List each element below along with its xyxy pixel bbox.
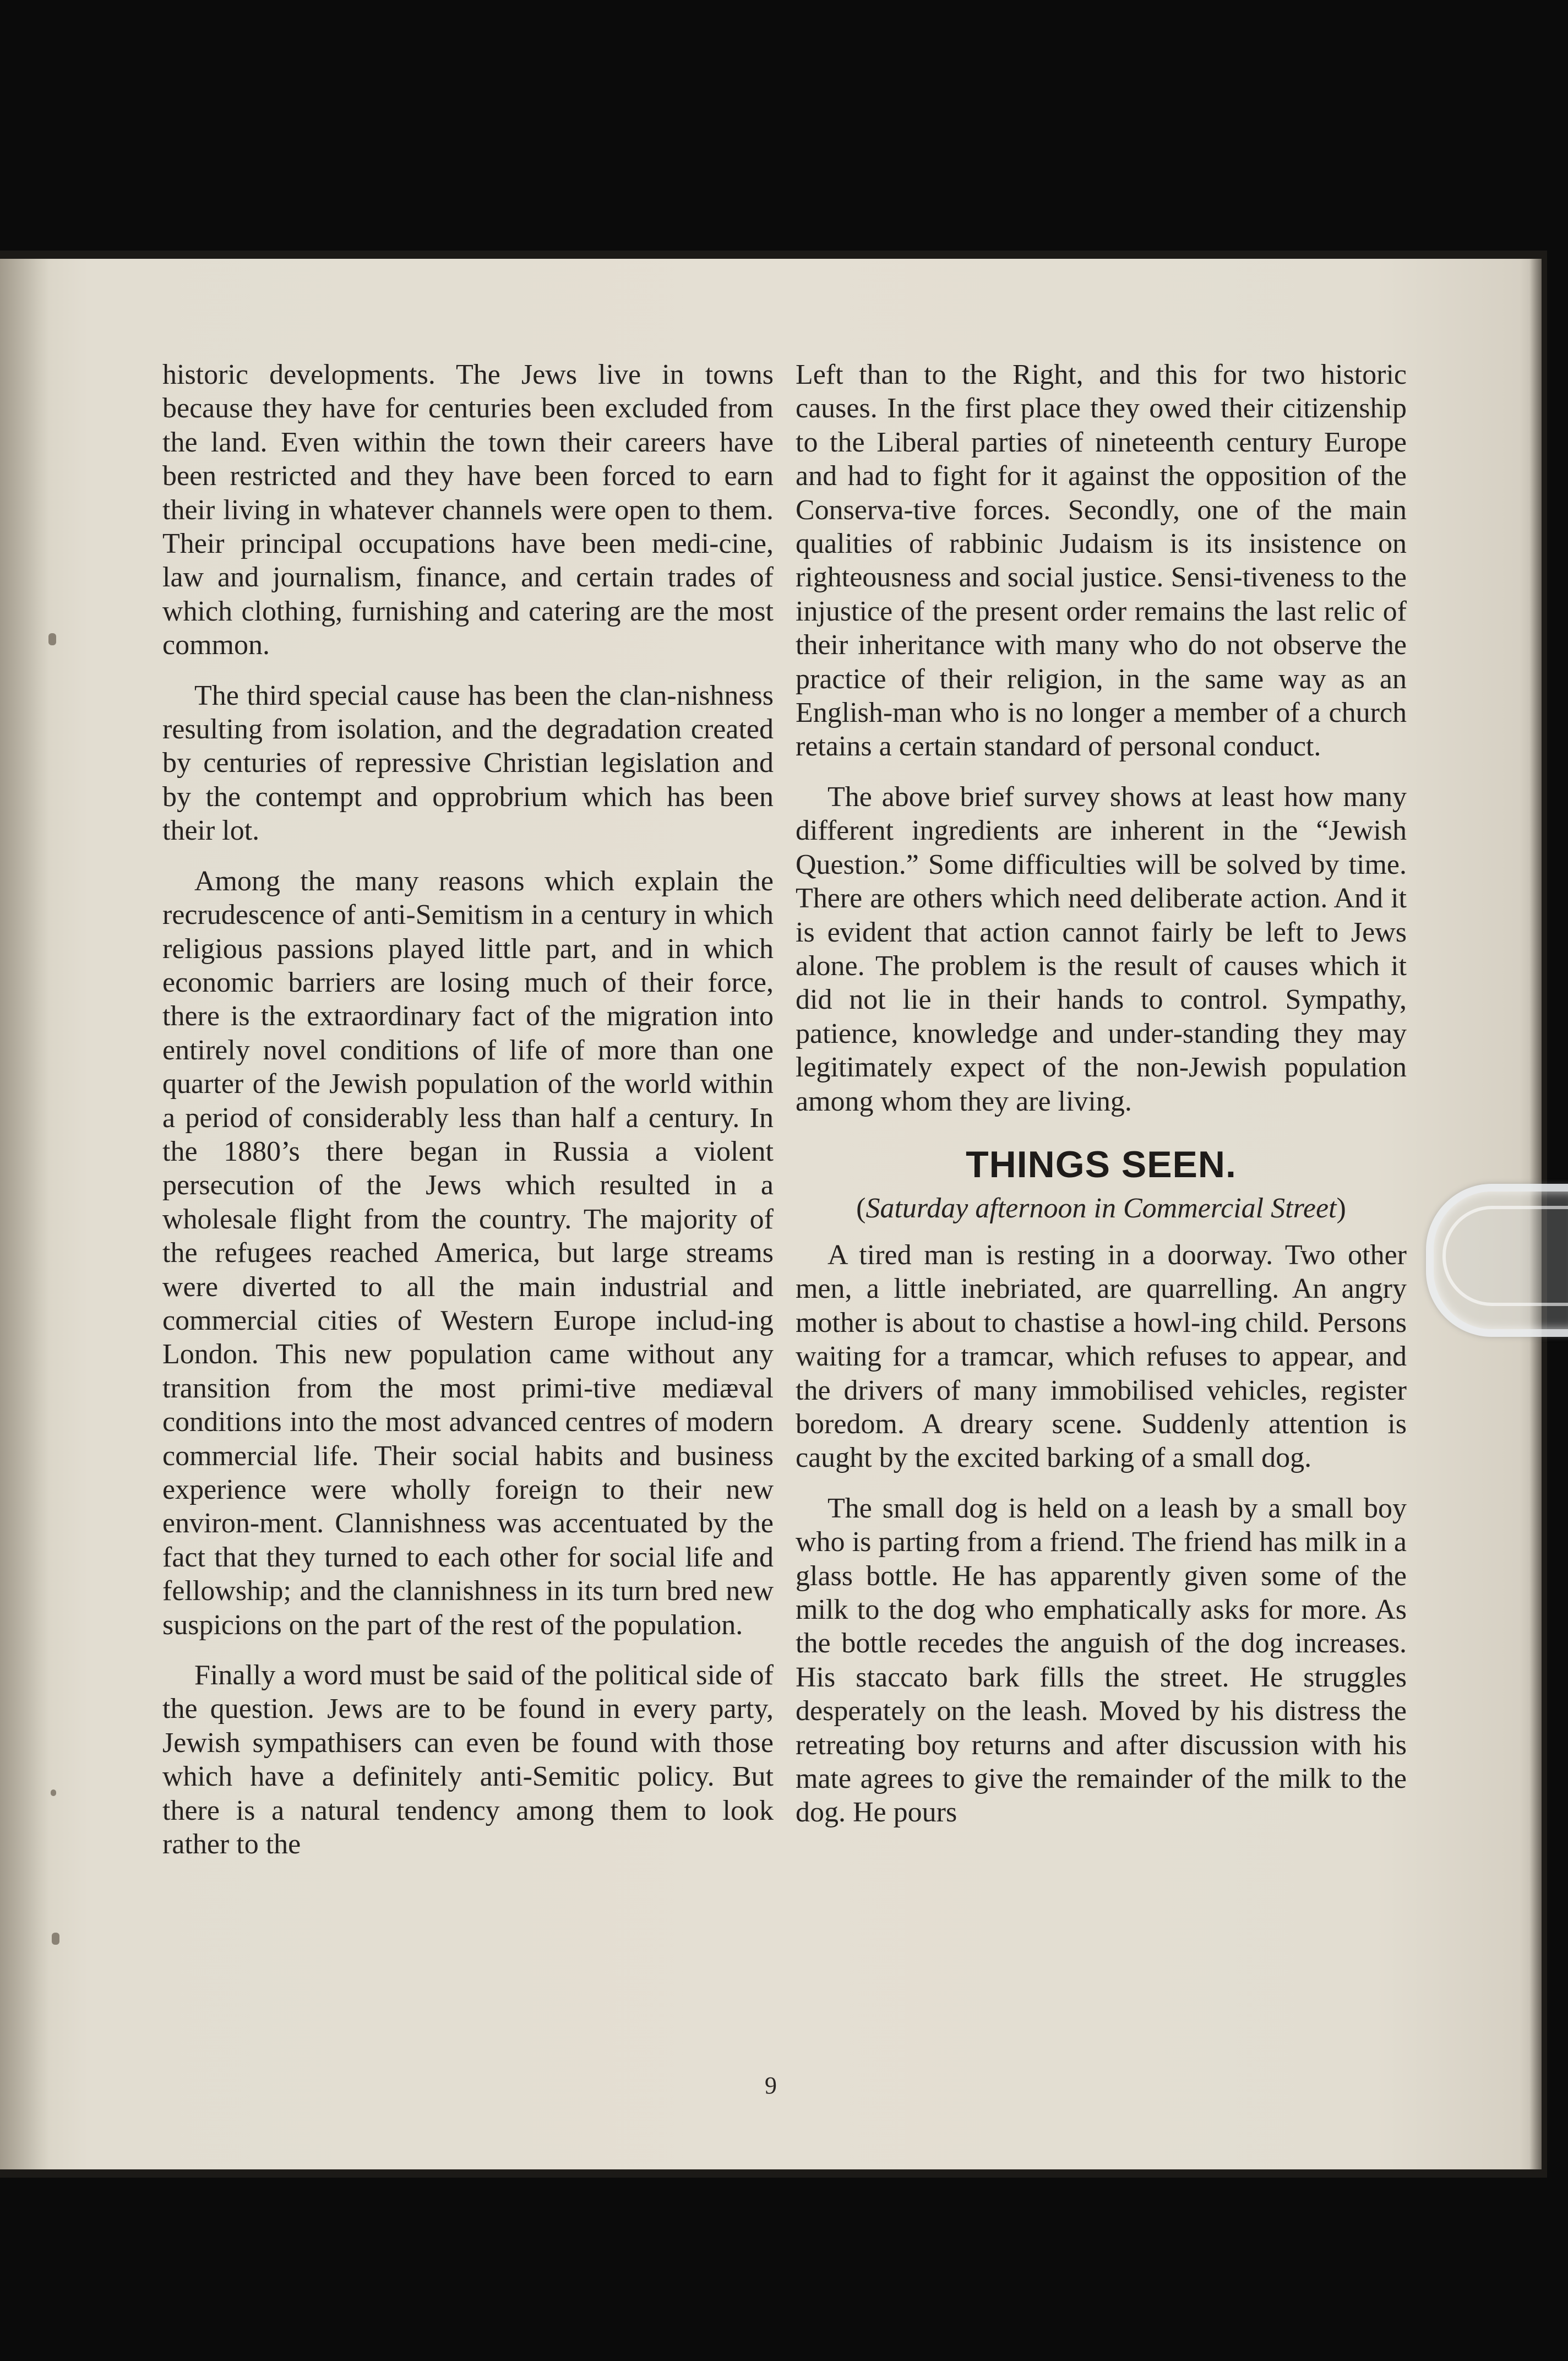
paragraph: The third special cause has been the clan‐nishness resulting from isolation, and the degradation created by centuries of repressive Christian legislation and by the contempt and opprobrium which has been their lot. xyxy=(162,679,774,847)
left-column xyxy=(162,358,774,1878)
binding-mark xyxy=(51,1789,56,1796)
book-page xyxy=(0,259,1542,2169)
paragraph: The above brief survey shows at least how many different ingredients are inherent in the “Jewish Question.” Some difficulties will be solved by time. There are others which need deliberate action. And it is evident that action cannot fairly be left to Jews alone. The problem is the result of causes which it did not lie in their hands to control. Sympathy, patience, knowledge and under‐standing they may legitimately expect of the non‐Jewish population among whom they are living. xyxy=(796,781,1407,1117)
page-clip-highlight xyxy=(1442,1206,1568,1306)
page-gutter xyxy=(0,259,50,2169)
section-heading: THINGS SEEN. xyxy=(966,1143,1237,1185)
binding-mark xyxy=(52,1933,59,1945)
paragraph: The small dog is held on a leash by a small boy who is parting from a friend. The friend has milk in a glass bottle. He has apparently given some of the milk to the dog who emphatically asks for more. As the bottle recedes the anguish of the dog increases. His staccato bark fills the street. He struggles desperately on the leash. Moved by his distress the retreating boy returns and after discussion with his mate agrees to give the remainder of the milk to the dog. He pours xyxy=(796,1492,1407,1829)
subtitle-text: Saturday afternoon in Commercial Street xyxy=(865,1192,1337,1224)
paragraph: historic developments. The Jews live in towns because they have for centuries been excluded from the land. Even within the town their careers have been restricted and they have been forced to earn their living in whatever channels were open to them. Their principal occupations have been medi‐cine, law and journalism, finance, and certain trades of which clothing, furnishing and catering are the most common. xyxy=(162,359,774,661)
paragraph: Left than to the Right, and this for two historic causes. In the first place they owed their citizenship to the Liberal parties of nineteenth century Europe and had to fight for it against the opposition of the Conserva‐tive forces. Secondly, one of the main qualities of rabbinic Judaism is its insistence on righteousness and social justice. Sensi‐tiveness to the injustice of the present order remains the last relic of their inheritance with many who do not observe the practice of their religion, in the same way as an English‐man who is no longer a member of a church retains a certain standard of personal conduct. xyxy=(796,359,1407,763)
paragraph: A tired man is resting in a doorway. Two other men, a little inebriated, are quarrelling. An angry mother is about to chastise a howl‐ing child. Persons waiting for a tramcar, which refuses to appear, and the drivers of many immobilised vehicles, register boredom. A dreary scene. Suddenly attention is caught by the excited barking of a small dog. xyxy=(796,1239,1407,1474)
right-column xyxy=(796,358,1407,1846)
paragraph: Among the many reasons which explain the recrudescence of anti‐Semitism in a century in which religious passions played little part, and in which economic barriers are losing much of their force, there is the extraordinary fact of the migration into entirely novel conditions of life of more than one quarter of the Jewish population of the world within a period of considerably less than half a century. In the 1880’s there began in Russia a violent persecution of the Jews which resulted in a wholesale flight from the country. The majority of the refugees reached America, but large streams were diverted to all the main industrial and commercial cities of Western Europe includ‐ing London. This new population came without any transition from the most primi‐tive mediæval conditions into the most advanced centres of modern commercial life. Their social habits and business experience were wholly foreign to their new environ‐ment. Clannishness was accentuated by the fact that they turned to each other for social life and fellowship; and the clannishness in its turn bred new suspicions on the part of the rest of the population. xyxy=(162,865,774,1641)
section-subtitle xyxy=(796,1191,1407,1226)
binding-mark xyxy=(48,633,56,645)
subtitle-open-paren: ( xyxy=(856,1192,866,1224)
paragraph: Finally a word must be said of the political side of the question. Jews are to be found in every party, Jewish sympathisers can even be found with those which have a definitely anti‐Semitic policy. But there is a natural tendency among them to look rather to the xyxy=(162,1660,774,1860)
page-number: 9 xyxy=(765,2072,777,2099)
subtitle-close-paren: ) xyxy=(1336,1192,1346,1224)
